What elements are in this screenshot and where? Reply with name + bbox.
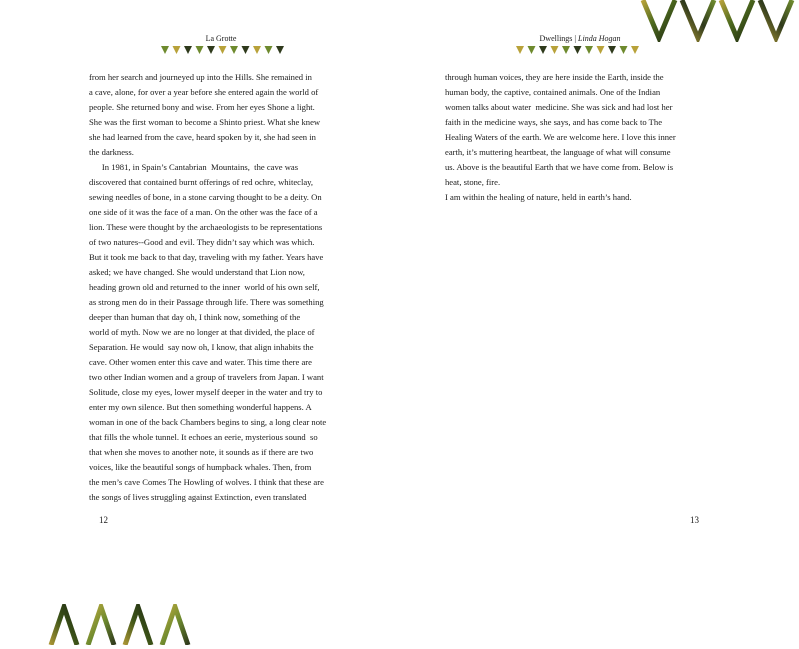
left-page-number: 12 (99, 515, 108, 525)
right-page-text-line: faith in the medicine ways, she says, and has come back to The (445, 117, 663, 127)
triangle-ornament-icon (516, 46, 640, 55)
right-page-text-line: human body, the captive, contained animals. One of the Indian (445, 87, 661, 97)
left-page-text-line: cave. Other women enter this cave and water. This time there are (89, 357, 312, 367)
left-page-text-line: a cave, alone, for over a year before she entered again the world of (89, 87, 319, 97)
right-header-title: Dwellings | (539, 34, 579, 43)
left-page-text-line: people. She returned bony and wise. From her eyes Shone a light. (89, 102, 315, 112)
left-page-text-line: In 1981, in Spain’s Cantabrian Mountains, the cave was (89, 162, 299, 172)
decorative-triangles-top-right (640, 0, 799, 46)
right-header-author: Linda Hogan (578, 34, 621, 43)
left-page-text-line: discovered that contained burnt offerings of red ochre, whiteclay, (89, 177, 314, 187)
right-page-text-line: us. Above is the beautiful Earth that we have come from. Below is (445, 162, 674, 172)
left-page-text-line: one side of it was the face of a man. On the other was the face of a (89, 207, 318, 217)
left-header-ornament (161, 46, 285, 55)
right-page-header (520, 34, 640, 44)
right-page-text-line: through human voices, they are here inside the Earth, inside the (445, 72, 664, 82)
left-page-text-line: sewing needles of bone, in a stone carving thought to be a deity. On (89, 192, 322, 202)
left-page-text-line: She was the first woman to become a Shinto priest. What she knew (89, 117, 321, 127)
left-page-text-line: heading grown old and returned to the inner world of his own self, (89, 282, 320, 292)
left-page-text-line: asked; we have changed. She would understand that Lion now, (89, 267, 305, 277)
right-page-number: 13 (690, 515, 699, 525)
left-page-text-line: deeper than human that day oh, I think now, something of the (89, 312, 301, 322)
triangle-ornament-icon (161, 46, 285, 55)
right-page-body (445, 70, 715, 205)
left-page-text-line: the songs of lives struggling against Extinction, even translated (89, 492, 307, 502)
left-page-text-line: woman in one of the back Chambers begins to sing, a long clear note (89, 417, 327, 427)
left-page-text-line: world of myth. Now we are no longer at that divided, the place of (89, 327, 315, 337)
left-page-text-line: from her search and journeyed up into the Hills. She remained in (89, 72, 312, 82)
left-page-text-line: of two natures--Good and evil. They didn’t say which was which. (89, 237, 315, 247)
right-page-text-line: heat, stone, fire. (445, 177, 501, 187)
right-page-text-line: Healing Waters of the earth. We are welcome here. I love this inner (445, 132, 676, 142)
left-page-text-line: that fills the whole tunnel. It echoes an eerie, mysterious sound so (89, 432, 318, 442)
left-page-body (89, 70, 359, 505)
decorative-triangles-bottom-left (48, 604, 203, 649)
right-page-text-line: I am within the healing of nature, held in earth’s hand. (445, 192, 632, 202)
right-page-text-line: earth, it’s muttering heartbeat, the language of what will consume (445, 147, 671, 157)
right-header-ornament (516, 46, 640, 55)
left-page-text-line: that when she moves to another note, it sounds as if there are two (89, 447, 314, 457)
left-page-text-line: lion. These were thought by the archaeologists to be representations (89, 222, 323, 232)
left-header-title: La Grotte (205, 34, 237, 43)
left-page-text-line: voices, like the beautiful songs of humpback whales. Then, from (89, 462, 312, 472)
left-page-text-line: the men’s cave Comes The Howling of wolves. I think that these are (89, 477, 324, 487)
left-page-text-line: two other Indian women and a group of travelers from Japan. I want (89, 372, 324, 382)
left-page-header (180, 34, 262, 44)
left-page-text-line: Separation. He would say now oh, I know, that align inhabits the (89, 342, 314, 352)
right-page-text-line: women talks about water medicine. She was sick and had lost her (445, 102, 673, 112)
left-page-text-line: she had learned from the cave, heard spoken by it, she had seen in (89, 132, 316, 142)
left-page-text-line: the darkness. (89, 147, 134, 157)
left-page-text-line: Solitude, close my eyes, lower myself deeper in the water and try to (89, 387, 323, 397)
left-page-text-line: enter my own silence. But then something wonderful happens. A (89, 402, 312, 412)
left-page-text-line: But it took me back to that day, traveling with my father. Years have (89, 252, 324, 262)
left-page-text-line: as strong men do in their Passage through life. There was something (89, 297, 324, 307)
